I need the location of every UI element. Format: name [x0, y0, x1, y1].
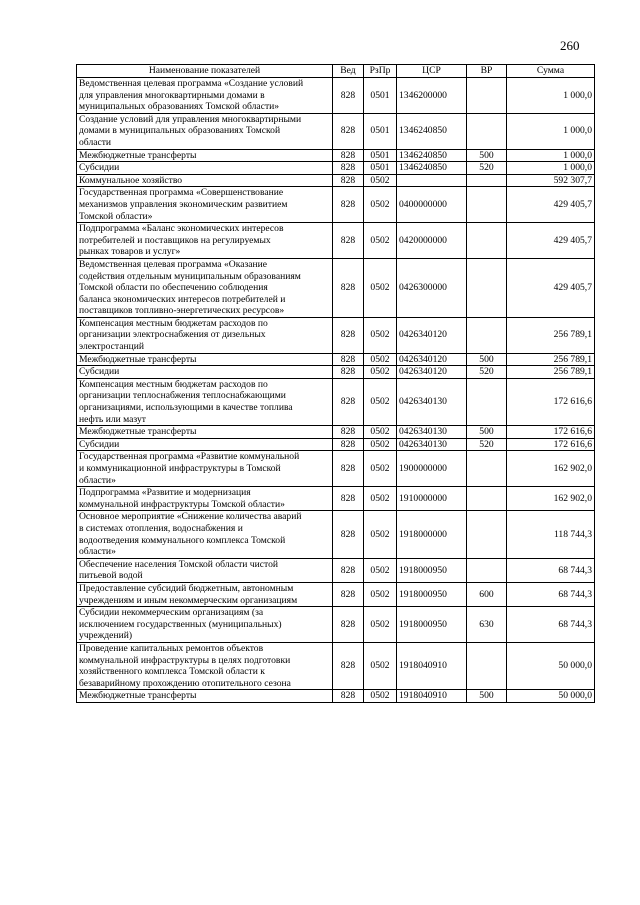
table-row: [77, 366, 595, 379]
cell-ved: 828: [333, 258, 364, 317]
row-name-line: Подпрограмма «Баланс экономических интересов: [79, 223, 284, 235]
cell-vr: 500: [467, 690, 507, 703]
budget-table: [76, 64, 595, 703]
cell-rzpr: 0502: [364, 642, 397, 689]
cell-rzpr: 0502: [364, 690, 397, 703]
row-name-line: Субсидии: [79, 366, 120, 378]
cell-ved: 828: [333, 451, 364, 487]
cell-csr: [397, 174, 467, 187]
row-name-line: в системах отопления, водоснабжения и: [79, 522, 243, 534]
row-name: [77, 438, 333, 451]
cell-vr: [467, 174, 507, 187]
cell-rzpr: 0502: [364, 582, 397, 606]
cell-ved: 828: [333, 642, 364, 689]
header-name: Наименование показателей: [77, 65, 333, 78]
cell-vr: [467, 258, 507, 317]
cell-vr: 500: [467, 149, 507, 162]
cell-sum: 429 405,7: [507, 258, 595, 317]
row-name-line: Ведомственная целевая программа «Оказание: [79, 258, 268, 270]
row-name-line: Проведение капитальных ремонтов объектов: [79, 642, 264, 654]
row-name-line: Субсидии: [79, 438, 120, 450]
row-name-line: Коммунальное хозяйство: [79, 174, 183, 186]
table-row: [77, 113, 595, 149]
cell-vr: [467, 378, 507, 425]
cell-rzpr: 0502: [364, 353, 397, 366]
cell-sum: 256 789,1: [507, 366, 595, 379]
cell-csr: 1346200000: [397, 78, 467, 114]
row-name-line: Государственная программа «Развитие коммунальной: [79, 451, 300, 463]
row-name-line: баланса экономических интересов потребителей и: [79, 293, 286, 305]
row-name-line: исключением государственных (муниципальных): [79, 618, 282, 630]
table-row: [77, 438, 595, 451]
header-ved: Вед: [333, 65, 364, 78]
row-name-line: Субсидии: [79, 162, 120, 174]
cell-csr: 1346240850: [397, 149, 467, 162]
table-row: [77, 353, 595, 366]
table-row: [77, 511, 595, 558]
row-name-line: электростанций: [79, 341, 145, 353]
row-name-line: Томской области»: [79, 210, 153, 222]
cell-vr: 600: [467, 582, 507, 606]
row-name-line: коммунальной инфраструктуры Томской области»: [79, 498, 285, 510]
header-csr: ЦСР: [397, 65, 467, 78]
row-name-line: Обеспечение населения Томской области чистой: [79, 558, 279, 570]
cell-ved: 828: [333, 187, 364, 223]
row-name-line: Государственная программа «Совершенствование: [79, 187, 284, 199]
row-name: [77, 149, 333, 162]
row-name-line: водоотведения коммунального комплекса Томской: [79, 534, 286, 546]
row-name-line: Ведомственная целевая программа «Создание условий: [79, 78, 304, 89]
cell-csr: 1918000950: [397, 582, 467, 606]
cell-rzpr: 0502: [364, 426, 397, 439]
cell-ved: 828: [333, 690, 364, 703]
table-row: [77, 582, 595, 606]
cell-vr: 520: [467, 438, 507, 451]
cell-rzpr: 0502: [364, 487, 397, 511]
cell-ved: 828: [333, 511, 364, 558]
table-row: [77, 451, 595, 487]
row-name-line: Создание условий для управления многоквартирными: [79, 113, 302, 125]
row-name-line: Межбюджетные трансферты: [79, 149, 197, 161]
cell-ved: 828: [333, 438, 364, 451]
row-name-line: организации теплоснабжения теплоснабжающими: [79, 390, 286, 402]
row-name-line: безаварийному прохождению отопительного сезона: [79, 677, 291, 689]
cell-ved: 828: [333, 162, 364, 175]
cell-vr: [467, 223, 507, 259]
cell-vr: [467, 317, 507, 353]
cell-vr: [467, 451, 507, 487]
cell-sum: 68 744,3: [507, 582, 595, 606]
row-name: [77, 366, 333, 379]
cell-csr: 1900000000: [397, 451, 467, 487]
cell-sum: 429 405,7: [507, 223, 595, 259]
row-name-line: учреждений): [79, 630, 133, 642]
row-name: [77, 353, 333, 366]
row-name-line: области: [79, 136, 112, 148]
table-body: [77, 78, 595, 703]
row-name: [77, 690, 333, 703]
cell-ved: 828: [333, 78, 364, 114]
table-row: [77, 187, 595, 223]
cell-csr: 1910000000: [397, 487, 467, 511]
row-name: [77, 187, 333, 223]
cell-rzpr: 0501: [364, 149, 397, 162]
row-name: [77, 113, 333, 149]
cell-ved: 828: [333, 174, 364, 187]
cell-sum: 50 000,0: [507, 690, 595, 703]
row-name: [77, 223, 333, 259]
table-row: [77, 174, 595, 187]
cell-ved: 828: [333, 366, 364, 379]
cell-sum: 1 000,0: [507, 162, 595, 175]
table-row: [77, 317, 595, 353]
cell-sum: 172 616,6: [507, 426, 595, 439]
row-name-line: нефть или мазут: [79, 413, 146, 425]
table-row: [77, 378, 595, 425]
row-name-line: питьевой водой: [79, 570, 143, 582]
cell-csr: 0426340120: [397, 366, 467, 379]
cell-ved: 828: [333, 113, 364, 149]
cell-vr: 500: [467, 353, 507, 366]
cell-ved: 828: [333, 317, 364, 353]
row-name-line: хозяйственного комплекса Томской области к: [79, 666, 265, 678]
table-row: [77, 607, 595, 643]
cell-rzpr: 0502: [364, 366, 397, 379]
row-name-line: Подпрограмма «Развитие и модернизация: [79, 487, 251, 499]
row-name: [77, 162, 333, 175]
cell-vr: 520: [467, 162, 507, 175]
cell-sum: 68 744,3: [507, 558, 595, 582]
cell-csr: 0426340120: [397, 317, 467, 353]
row-name-line: Межбюджетные трансферты: [79, 426, 197, 438]
cell-rzpr: 0502: [364, 378, 397, 425]
row-name-line: и коммуникационной инфраструктуры в Томской: [79, 463, 281, 474]
row-name-line: Субсидии некоммерческим организациям (за: [79, 607, 264, 619]
table-row: [77, 690, 595, 703]
page-number: 260: [560, 38, 580, 53]
header-row: [77, 65, 595, 78]
table-row: [77, 162, 595, 175]
cell-vr: 520: [467, 366, 507, 379]
cell-csr: 0420000000: [397, 223, 467, 259]
cell-rzpr: 0502: [364, 438, 397, 451]
cell-sum: 256 789,1: [507, 353, 595, 366]
cell-ved: 828: [333, 607, 364, 643]
cell-rzpr: 0502: [364, 511, 397, 558]
row-name-line: Компенсация местным бюджетам расходов по: [79, 317, 268, 329]
cell-csr: 1918000950: [397, 558, 467, 582]
cell-csr: 1918040910: [397, 642, 467, 689]
cell-sum: 429 405,7: [507, 187, 595, 223]
cell-rzpr: 0502: [364, 258, 397, 317]
row-name-line: учреждениям и иным некоммерческим организациям: [79, 594, 298, 606]
row-name-line: для управления многоквартирными домами в: [79, 89, 265, 101]
cell-ved: 828: [333, 223, 364, 259]
cell-sum: 172 616,6: [507, 438, 595, 451]
cell-csr: 1918000950: [397, 607, 467, 643]
cell-rzpr: 0502: [364, 558, 397, 582]
table-row: [77, 258, 595, 317]
table-row: [77, 426, 595, 439]
cell-vr: [467, 487, 507, 511]
row-name: [77, 582, 333, 606]
row-name-line: содействия отдельным муниципальным образованиям: [79, 270, 301, 282]
cell-rzpr: 0501: [364, 78, 397, 114]
cell-rzpr: 0502: [364, 607, 397, 643]
header-sum: Сумма: [507, 65, 595, 78]
header-vr: ВР: [467, 65, 507, 78]
table-row: [77, 149, 595, 162]
row-name-line: Томской области по обеспечению соблюдения: [79, 282, 268, 294]
cell-rzpr: 0501: [364, 113, 397, 149]
cell-vr: [467, 78, 507, 114]
cell-csr: 1918000000: [397, 511, 467, 558]
row-name-line: Межбюджетные трансферты: [79, 353, 197, 365]
row-name: [77, 317, 333, 353]
table-row: [77, 78, 595, 114]
cell-ved: 828: [333, 582, 364, 606]
cell-vr: [467, 558, 507, 582]
table-row: [77, 642, 595, 689]
cell-csr: 1346240850: [397, 162, 467, 175]
cell-sum: 118 744,3: [507, 511, 595, 558]
cell-sum: 172 616,6: [507, 378, 595, 425]
cell-rzpr: 0502: [364, 187, 397, 223]
cell-ved: 828: [333, 149, 364, 162]
cell-csr: 0426340120: [397, 353, 467, 366]
row-name-line: потребителей и поставщиков на регулируемых: [79, 234, 271, 246]
row-name-line: муниципальных образованиях Томской области»: [79, 101, 280, 113]
cell-ved: 828: [333, 558, 364, 582]
cell-vr: [467, 511, 507, 558]
cell-rzpr: 0502: [364, 174, 397, 187]
row-name-line: поставщиков топливно-энергетических ресурсов»: [79, 305, 285, 317]
cell-ved: 828: [333, 378, 364, 425]
cell-sum: 162 902,0: [507, 487, 595, 511]
header-rzpr: РзПр: [364, 65, 397, 78]
row-name: [77, 607, 333, 643]
cell-vr: [467, 113, 507, 149]
row-name-line: организациями, использующими в качестве топлива: [79, 402, 293, 414]
cell-csr: 0426340130: [397, 438, 467, 451]
cell-sum: 162 902,0: [507, 451, 595, 487]
row-name-line: Межбюджетные трансферты: [79, 690, 197, 702]
row-name-line: домами в муниципальных образованиях Томской: [79, 125, 281, 137]
cell-rzpr: 0501: [364, 162, 397, 175]
cell-vr: 630: [467, 607, 507, 643]
cell-csr: 0426340130: [397, 426, 467, 439]
row-name-line: рынках товаров и услуг»: [79, 246, 181, 258]
row-name-line: Предоставление субсидий бюджетным, автономным: [79, 582, 294, 594]
cell-sum: 50 000,0: [507, 642, 595, 689]
row-name-line: Основное мероприятие «Снижение количества аварий: [79, 511, 302, 523]
cell-vr: [467, 187, 507, 223]
cell-rzpr: 0502: [364, 317, 397, 353]
cell-ved: 828: [333, 487, 364, 511]
cell-csr: 1918040910: [397, 690, 467, 703]
row-name: [77, 378, 333, 425]
table-row: [77, 487, 595, 511]
table-header: [77, 65, 595, 78]
cell-sum: 68 744,3: [507, 607, 595, 643]
row-name: [77, 426, 333, 439]
cell-csr: 1346240850: [397, 113, 467, 149]
cell-vr: [467, 642, 507, 689]
row-name-line: области»: [79, 474, 116, 486]
row-name: [77, 558, 333, 582]
row-name: [77, 487, 333, 511]
row-name: [77, 511, 333, 558]
cell-ved: 828: [333, 426, 364, 439]
cell-rzpr: 0502: [364, 223, 397, 259]
table-row: [77, 558, 595, 582]
cell-sum: 1 000,0: [507, 78, 595, 114]
cell-csr: 0426340130: [397, 378, 467, 425]
cell-sum: 592 307,7: [507, 174, 595, 187]
row-name-line: Компенсация местным бюджетам расходов по: [79, 378, 268, 390]
cell-ved: 828: [333, 353, 364, 366]
row-name-line: коммунальной инфраструктуры в целях подготовки: [79, 654, 291, 666]
cell-csr: 0400000000: [397, 187, 467, 223]
cell-rzpr: 0502: [364, 451, 397, 487]
cell-vr: 500: [467, 426, 507, 439]
cell-csr: 0426300000: [397, 258, 467, 317]
cell-sum: 256 789,1: [507, 317, 595, 353]
row-name: [77, 174, 333, 187]
row-name-line: организации электроснабжения от дизельных: [79, 329, 266, 341]
row-name-line: области»: [79, 546, 116, 558]
row-name: [77, 258, 333, 317]
row-name-line: механизмов управления экономическим развитием: [79, 198, 288, 210]
row-name: [77, 642, 333, 689]
cell-sum: 1 000,0: [507, 149, 595, 162]
cell-sum: 1 000,0: [507, 113, 595, 149]
row-name: [77, 78, 333, 114]
table-row: [77, 223, 595, 259]
row-name: [77, 451, 333, 487]
